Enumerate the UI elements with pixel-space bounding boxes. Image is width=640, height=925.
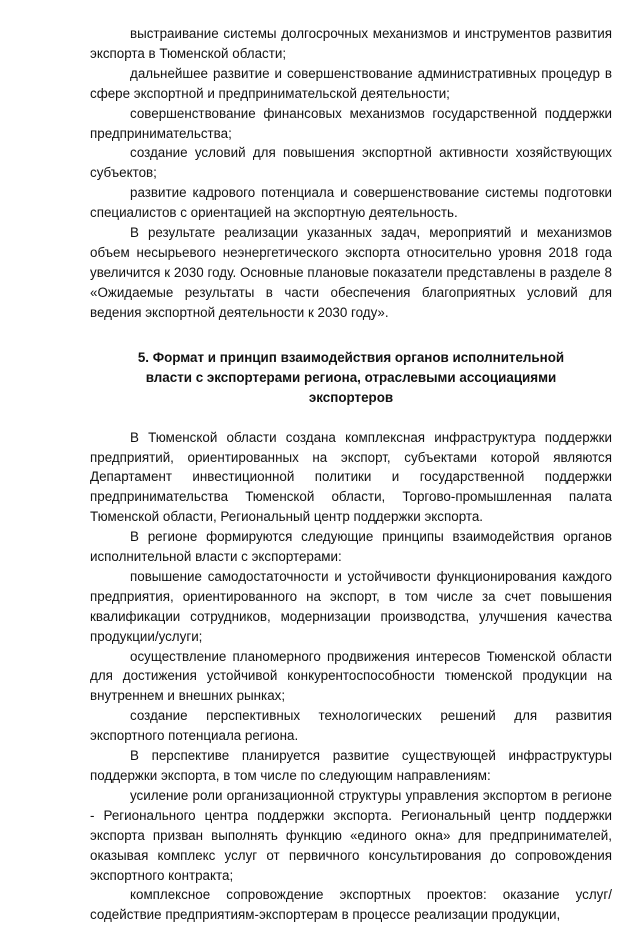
paragraph: создание условий для повышения экспортной активности хозяйствующих субъектов; (90, 145, 612, 181)
paragraph: В перспективе планируется развитие существующей инфраструктуры поддержки экспорта, в том числе по следующим направлениям: (90, 748, 612, 783)
paragraph: В регионе формируются следующие принципы взаимодействия органов исполнительной власти с экспортерами: (90, 529, 612, 565)
paragraph: комплексное сопровождение экспортных проектов: оказание услуг/ содействие предприятиям-экспортерам в процессе реализации продукции, (90, 887, 612, 923)
paragraph: осуществление планомерного продвижения интересов Тюменской области для достижения устойчивой конкурентоспособности тюменской продукции на внутреннем и внешних рынках; (90, 648, 612, 704)
paragraph: создание перспективных технологических решений для развития экспортного потенциала региона. (90, 708, 612, 744)
paragraph: выстраивание системы долгосрочных механизмов и инструментов развития экспорта в Тюменской области; (90, 26, 612, 61)
document-page (90, 24, 612, 925)
paragraph: повышение самодостаточности и устойчивости функционирования каждого предприятия, ориентированного на экспорт, в том числе за счет повышения квалификации сотрудников, модернизации производства, улучшения качества продукции/услуги; (90, 568, 612, 644)
section-heading: 5. Формат и принцип взаимодействия органов исполнительной власти с экспортерами региона, отраслевыми ассоциациями экспортеров (137, 349, 565, 405)
paragraph: В результате реализации указанных задач, мероприятий и механизмов объем несырьевого неэнергетического экспорта относительно уровня 2018 года увеличится к 2030 году. Основные плановые показатели представлены в разделе 8 «Ожидаемые результаты в части обеспечения благоприятных условий для ведения экспортной деятельности к 2030 году». (90, 225, 612, 320)
paragraph: дальнейшее развитие и совершенствование административных процедур в сфере экспортной и предпринимательской деятельности; (90, 65, 612, 101)
paragraph: В Тюменской области создана комплексная инфраструктура поддержки предприятий, ориентированных на экспорт, субъектами которой являются Департамент инвестиционной политики и государственной поддержки предпринимательства Тюменской области, Торгово-промышленная палата Тюменской области, Региональный центр поддержки экспорта. (90, 429, 612, 525)
paragraph: усиление роли организационной структуры управления экспортом в регионе - Регионального центра поддержки экспорта. Региональный центр поддержки экспорта призван выполнять функцию «единого окна» для предпринимателей, оказывая комплекс услуг от первичного консультирования до сопровождения экспортного контракта; (90, 787, 612, 883)
paragraph: развитие кадрового потенциала и совершенствование системы подготовки специалистов с ориентацией на экспортную деятельность. (90, 185, 612, 221)
paragraph: совершенствование финансовых механизмов государственной поддержки предпринимательства; (90, 105, 612, 141)
